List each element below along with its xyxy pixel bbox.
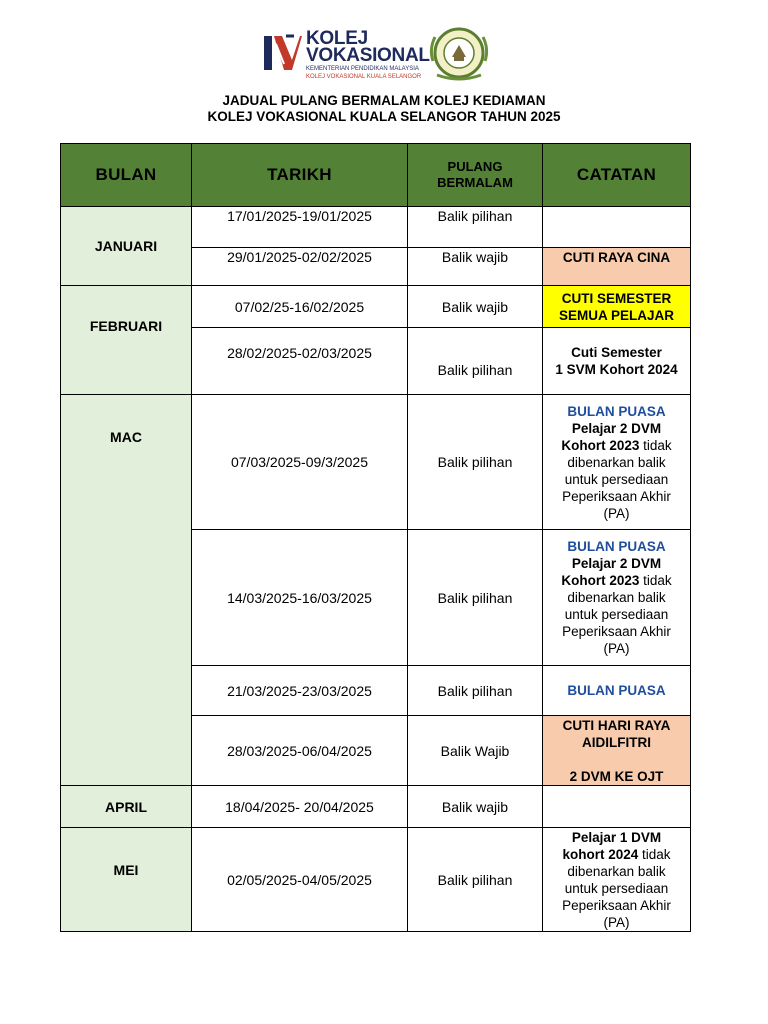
schedule-table: [60, 143, 691, 932]
type-cell: Balik Wajib: [408, 716, 543, 786]
header-bulan: BULAN: [61, 144, 192, 207]
date-cell: 07/03/2025-09/3/2025: [192, 395, 408, 530]
table-row: [61, 786, 691, 828]
type-cell: Balik wajib: [408, 248, 543, 286]
note-cell: BULAN PUASA: [543, 666, 691, 716]
table-row: [61, 207, 691, 248]
date-cell: 28/02/2025-02/03/2025: [192, 328, 408, 395]
type-cell: Balik pilihan: [408, 328, 543, 395]
type-cell: Balik wajib: [408, 786, 543, 828]
note-cell: Cuti Semester 1 SVM Kohort 2024: [543, 328, 691, 395]
table-row: [61, 395, 691, 530]
date-cell: 21/03/2025-23/03/2025: [192, 666, 408, 716]
kv-logo-mark-icon: [262, 34, 302, 72]
kolej-kediaman-seal-icon: [425, 23, 493, 83]
kolej-vokasional-logo: [262, 28, 430, 80]
type-cell: Balik pilihan: [408, 530, 543, 666]
header-tarikh: TARIKH: [192, 144, 408, 207]
header-catatan: CATATAN: [543, 144, 691, 207]
date-cell: 02/05/2025-04/05/2025: [192, 828, 408, 932]
note-cell: [543, 786, 691, 828]
date-cell: 07/02/25-16/02/2025: [192, 286, 408, 328]
month-mac: MAC: [61, 395, 192, 786]
month-april: APRIL: [61, 786, 192, 828]
document-title: JADUAL PULANG BERMALAM KOLEJ KEDIAMAN: [222, 93, 546, 108]
header-pulang-bermalam: PULANG BERMALAM: [408, 144, 543, 207]
month-mei: MEI: [61, 828, 192, 932]
month-januari: JANUARI: [61, 207, 192, 286]
month-februari: FEBRUARI: [61, 286, 192, 395]
logo-title: KOLEJ VOKASIONAL: [306, 28, 430, 66]
type-cell: Balik pilihan: [408, 666, 543, 716]
date-cell: 28/03/2025-06/04/2025: [192, 716, 408, 786]
table-row: [61, 828, 691, 932]
date-cell: 29/01/2025-02/02/2025: [192, 248, 408, 286]
type-cell: Balik pilihan: [408, 828, 543, 932]
table-row: [61, 286, 691, 328]
type-cell: Balik pilihan: [408, 207, 543, 248]
logo-subtitle-college: KOLEJ VOKASIONAL KUALA SELANGOR: [306, 74, 422, 80]
type-cell: Balik pilihan: [408, 395, 543, 530]
note-cell: Pelajar 1 DVM kohort 2024 tidak dibenarkan balik untuk persediaan Peperiksaan Akhir (PA): [543, 828, 691, 932]
document-subtitle: KOLEJ VOKASIONAL KUALA SELANGOR TAHUN 2025: [207, 109, 561, 124]
note-cell: BULAN PUASA Pelajar 2 DVM Kohort 2023 tidak dibenarkan balik untuk persediaan Peperiksaan Akhir (PA): [543, 530, 691, 666]
date-cell: 17/01/2025-19/01/2025: [192, 207, 408, 248]
logo-subtitle-ministry: KEMENTERIAN PENDIDIKAN MALAYSIA: [306, 66, 419, 72]
date-cell: 14/03/2025-16/03/2025: [192, 530, 408, 666]
type-cell: Balik wajib: [408, 286, 543, 328]
note-cell: CUTI SEMESTER SEMUA PELAJAR: [543, 286, 691, 328]
note-cell: CUTI HARI RAYA AIDILFITRI 2 DVM KE OJT: [543, 716, 691, 786]
table-header-row: [61, 144, 691, 207]
note-cell: BULAN PUASA Pelajar 2 DVM Kohort 2023 tidak dibenarkan balik untuk persediaan Peperiksaan Akhir (PA): [543, 395, 691, 530]
note-cell: CUTI RAYA CINA: [543, 248, 691, 286]
date-cell: 18/04/2025- 20/04/2025: [192, 786, 408, 828]
note-cell: [543, 207, 691, 248]
